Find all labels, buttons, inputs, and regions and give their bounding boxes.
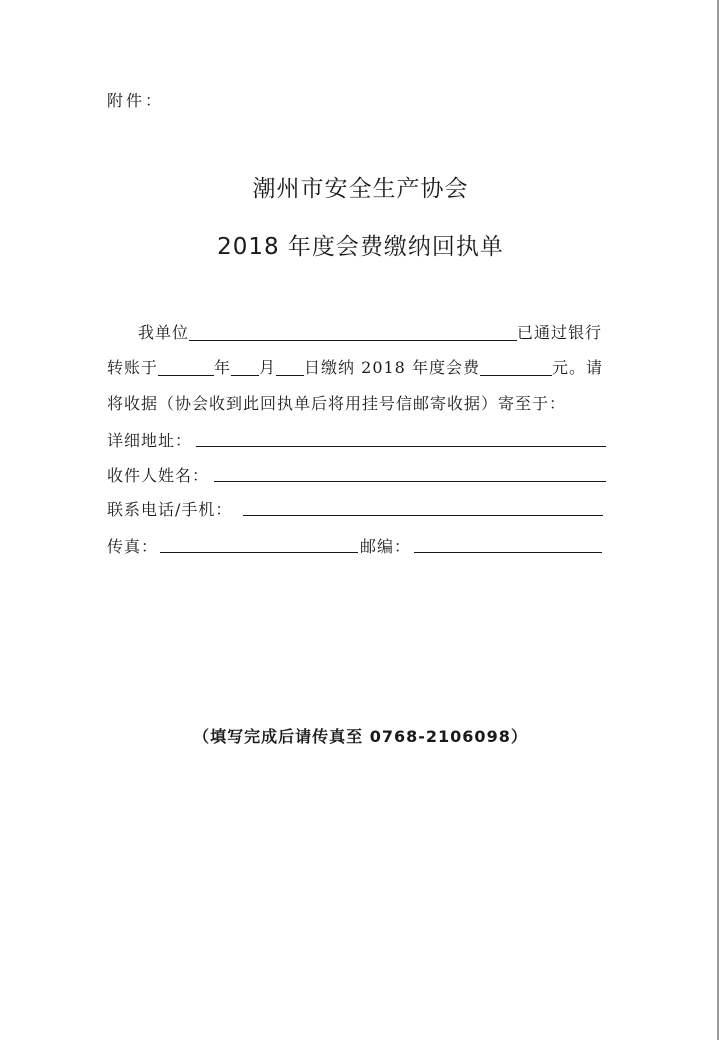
recipient-field[interactable] <box>214 480 606 482</box>
address-field[interactable] <box>196 445 606 447</box>
year-label: 年 <box>214 358 232 377</box>
form-title: 2018 年度会费缴纳回执单 <box>217 234 504 260</box>
unit-line <box>138 320 602 343</box>
month-label: 月 <box>259 358 277 377</box>
transfer-prefix: 转账于 <box>107 358 159 377</box>
recipient-label: 收件人姓名： <box>107 466 210 485</box>
day-field[interactable] <box>276 357 304 376</box>
fax-label: 传真： <box>107 537 159 556</box>
postcode-label: 邮编： <box>360 537 412 556</box>
year-field[interactable] <box>158 357 214 376</box>
receipt-note: 将收据（协会收到此回执单后将用挂号信邮寄收据）寄至于： <box>107 394 567 413</box>
transfer-line <box>107 355 603 378</box>
address-label: 详细地址： <box>107 431 193 450</box>
day-paid-text: 日缴纳 2018 年度会费 <box>304 358 480 377</box>
amount-suffix: 元。请 <box>551 358 603 377</box>
phone-field[interactable] <box>243 514 603 516</box>
postcode-field[interactable] <box>414 551 602 553</box>
fax-instruction-note: （填写完成后请传真至 0768-2106098） <box>193 727 528 746</box>
phone-label: 联系电话/手机： <box>107 500 233 519</box>
unit-name-field[interactable] <box>189 322 517 341</box>
fax-field[interactable] <box>160 551 358 553</box>
month-field[interactable] <box>231 357 259 376</box>
page-edge <box>717 0 719 1040</box>
unit-suffix: 已通过银行 <box>517 323 603 342</box>
amount-field[interactable] <box>480 357 552 376</box>
association-title: 潮州市安全生产协会 <box>252 176 469 202</box>
unit-prefix: 我单位 <box>138 323 190 342</box>
attachment-label: 附件： <box>107 91 165 110</box>
